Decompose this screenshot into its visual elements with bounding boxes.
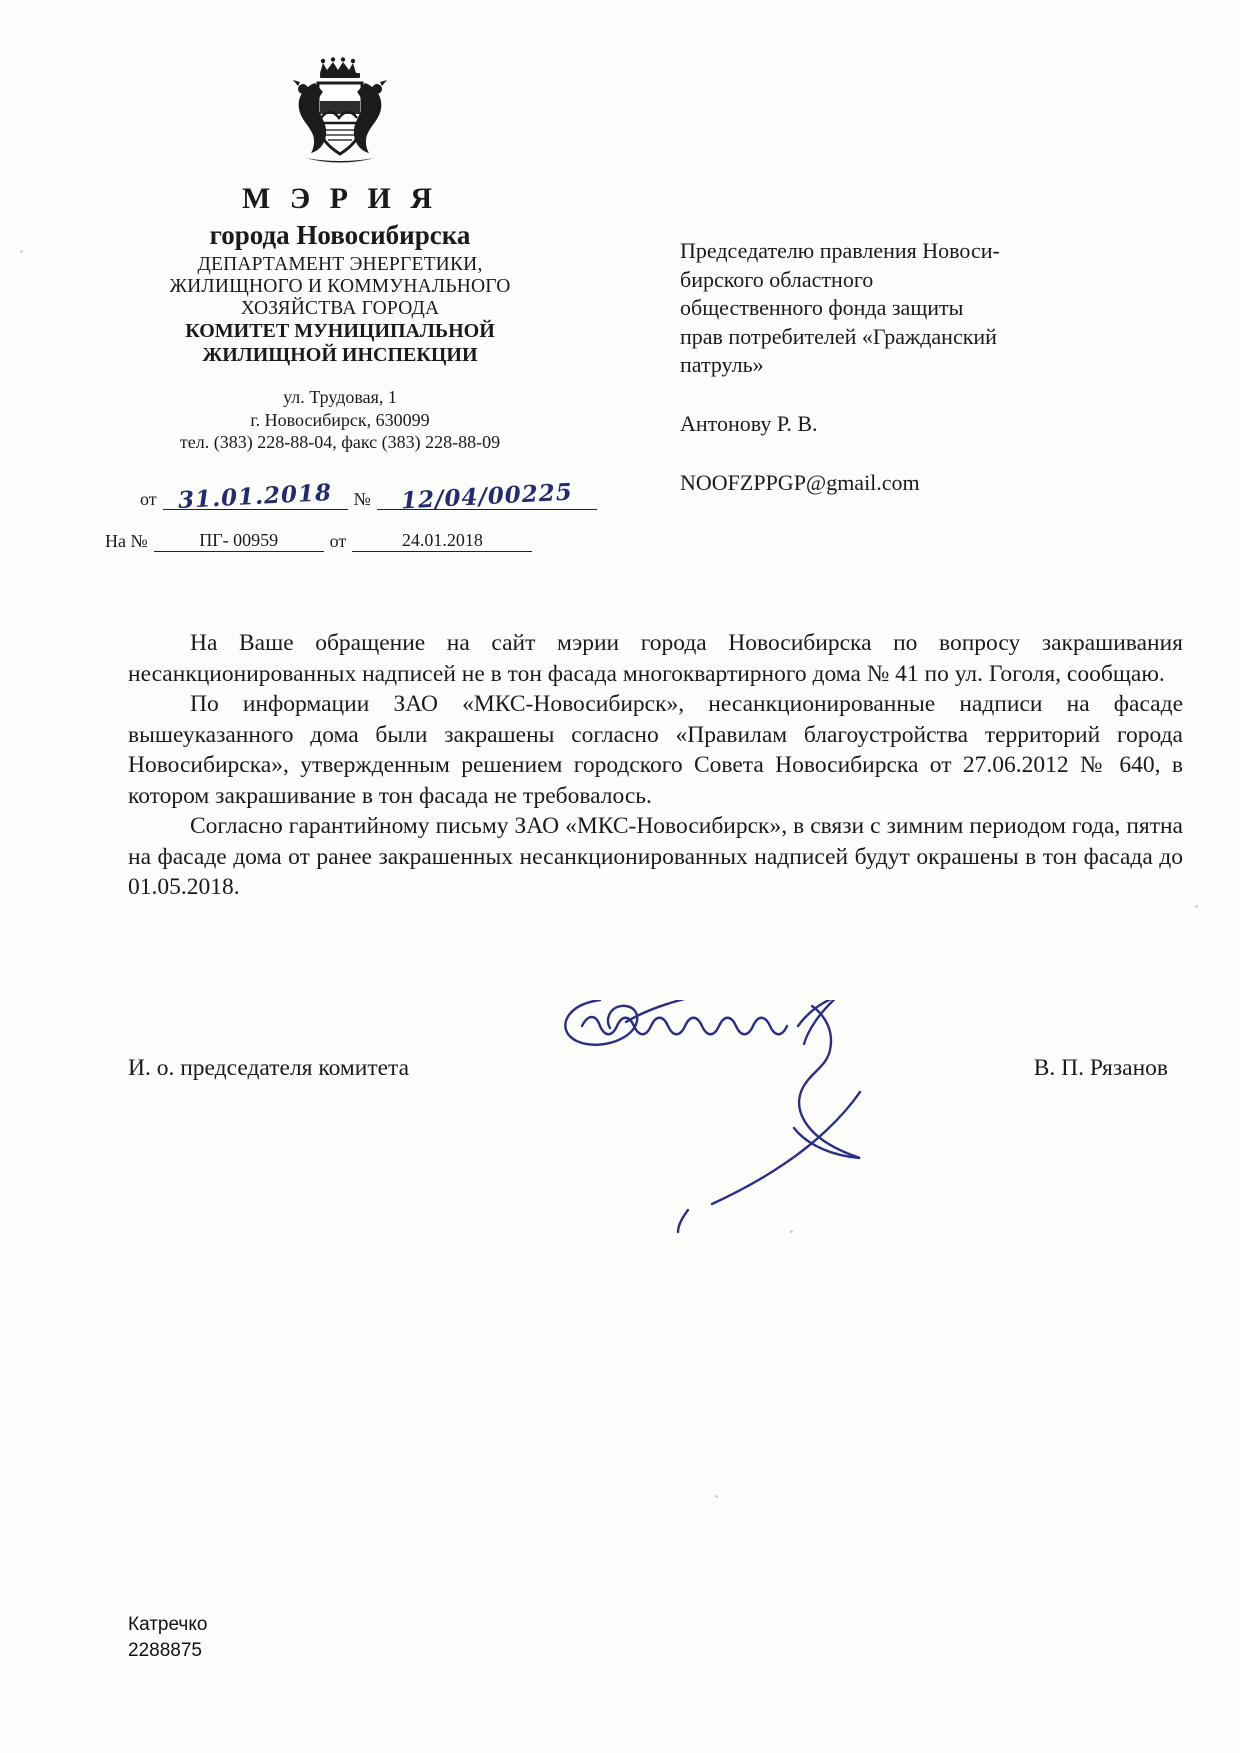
out-number-value: 12/04/00225	[400, 478, 574, 515]
signature-scrawl-icon	[560, 1000, 980, 1280]
executor-name: Катречко	[128, 1614, 208, 1635]
outgoing-reference	[140, 478, 600, 515]
org-department-line1: ДЕПАРТАМЕНТ ЭНЕРГЕТИКИ,	[197, 254, 483, 275]
signer-name: В. П. Рязанов	[1033, 1055, 1168, 1081]
signature-row	[128, 1055, 1168, 1082]
body-paragraph-1: На Ваше обращение на сайт мэрии города Новосибирска по вопросу закрашивания несанкционированных надписей не в тон фасада многоквартирного дома № 41 по ул. Гоголя, сообщаю.	[128, 630, 1183, 687]
letterhead	[105, 55, 575, 454]
scan-speck	[790, 1230, 793, 1233]
out-date-value-field	[163, 478, 348, 515]
address-phone: тел. (383) 228-88-04, факс (383) 228-88-09	[179, 432, 501, 453]
body-paragraph-2: По информации ЗАО «МКС-Новосибирск», несанкционированные надписи на фасаде вышеуказанного дома были закрашены согласно «Правилам благоустройства территорий города Новосибирска», утвержденным решением городского Совета Новосибирска от 27.06.2012 № 640, в котором закрашивание в тон фасада не требовалось.	[128, 691, 1183, 809]
org-department-line2: ЖИЛИЩНОГО И КОММУНАЛЬНОГО	[169, 275, 511, 297]
addressee-line3: общественного фонда защиты	[680, 295, 964, 321]
scan-speck	[1195, 905, 1198, 908]
in-label: На №	[105, 531, 148, 551]
addressee-line4: прав потребителей «Гражданский	[680, 323, 997, 349]
executor-phone: 2288875	[128, 1639, 202, 1661]
org-title-city: города Новосибирска	[209, 220, 471, 250]
out-date-value: 31.01.2018	[177, 478, 333, 515]
incoming-reference	[105, 530, 605, 552]
addressee-person: Антонову Р. В.	[680, 410, 818, 436]
org-address	[105, 386, 575, 454]
in-date-label: от	[329, 531, 347, 551]
address-street: ул. Трудовая, 1	[283, 387, 397, 408]
out-number-value-field	[377, 478, 597, 515]
addressee-email: NOOFZPPGP@gmail.com	[680, 469, 920, 495]
org-title-merya: М Э Р И Я	[242, 182, 438, 215]
signer-position: И. о. председателя комитета	[128, 1055, 410, 1081]
org-committee-line1: КОМИТЕТ МУНИЦИПАЛЬНОЙ	[185, 320, 495, 343]
addressee-block	[680, 237, 1160, 497]
out-number-label: №	[353, 489, 371, 509]
org-committee-line2: ЖИЛИЩНОЙ ИНСПЕКЦИИ	[202, 343, 478, 366]
addressee-line5: патруль»	[680, 352, 764, 378]
addressee-line1: Председателю правления Новоси-	[680, 238, 1000, 263]
body-paragraph-3: Согласно гарантийному письму ЗАО «МКС-Новосибирск», в связи с зимним периодом года, пятна на фасаде дома от ранее закрашенных несанкционированных надписей будут окрашены в тон фасада до 01.05.2018.	[128, 813, 1183, 901]
in-number-value: ПГ- 00959	[154, 530, 324, 552]
in-date-value: 24.01.2018	[352, 530, 532, 552]
executor-block	[128, 1612, 207, 1663]
org-department-line3: ХОЗЯЙСТВА ГОРОДА	[240, 297, 440, 319]
addressee-line2: бирского областного	[680, 266, 874, 292]
letter-body	[128, 628, 1183, 903]
address-city: г. Новосибирск, 630099	[250, 409, 430, 430]
out-date-label: от	[140, 489, 157, 509]
scan-speck	[715, 1495, 718, 1498]
novosibirsk-coat-of-arms-icon	[285, 55, 395, 170]
scan-speck	[20, 250, 23, 253]
